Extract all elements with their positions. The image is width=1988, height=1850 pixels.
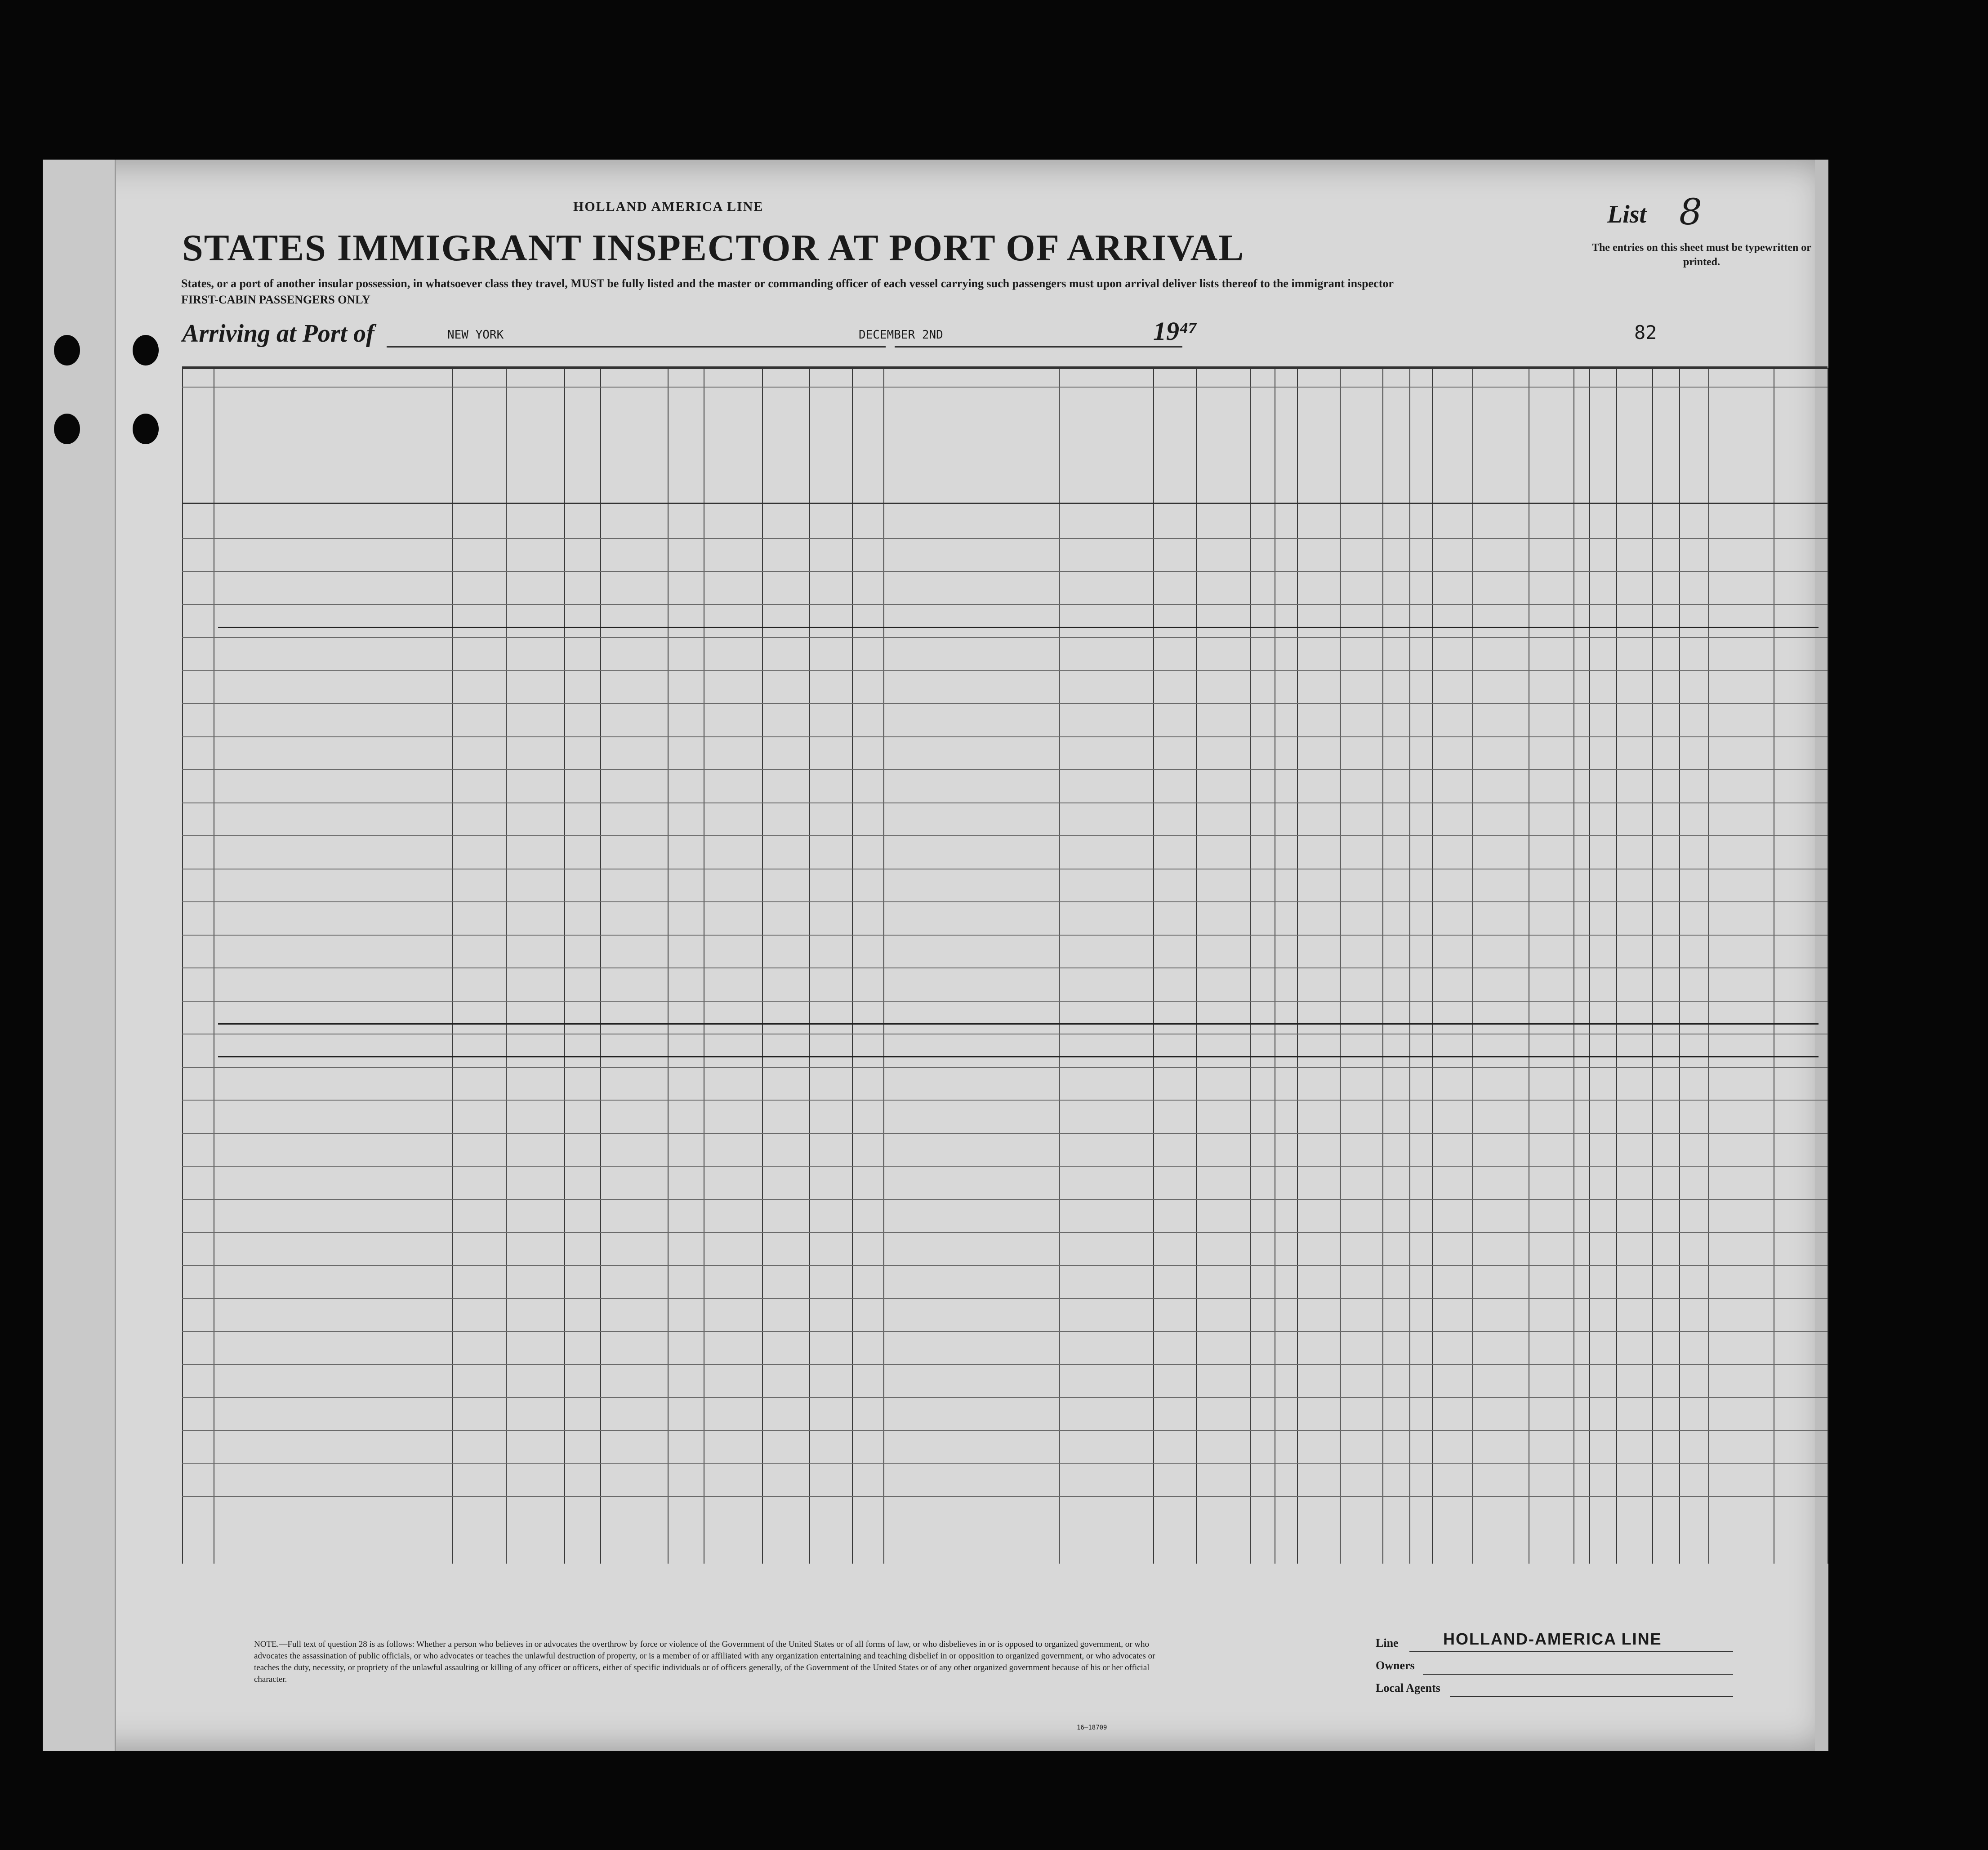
column-rule bbox=[668, 368, 669, 1564]
agents-label: Local Agents bbox=[1376, 1681, 1440, 1694]
date-value: DECEMBER 2ND bbox=[859, 328, 943, 342]
arriving-label: Arriving at Port of bbox=[182, 320, 374, 348]
column-rule bbox=[1409, 368, 1410, 1564]
column-rule bbox=[1250, 368, 1251, 1564]
row-rule bbox=[182, 1265, 1828, 1266]
punch-hole bbox=[54, 414, 80, 444]
row-rule bbox=[182, 1331, 1828, 1332]
row-rule bbox=[182, 1298, 1828, 1299]
row-rule bbox=[182, 1463, 1828, 1464]
column-rule bbox=[852, 368, 853, 1564]
column-rule bbox=[1573, 368, 1574, 1564]
column-rule bbox=[1153, 368, 1154, 1564]
column-rule bbox=[1679, 368, 1680, 1564]
footnote: NOTE.—Full text of question 28 is as follows: Whether a person who believes in or advocates the overthrow by force or violence of the Government of the United States or of all forms of law, or who disbelieves in or is opposed to organized government, or who advocates the assassination of public officials, or who advocates or teaches the unlawful destruction of property, or is a member of or affiliated with any organization entertaining and teaching disbelief in or opposition to organized government, or who advocates or teaches the duty, necessity, or propriety of the unlawful assaulting or killing of any officer or officers, either of specific individuals or of officers generally, of the Government of the United States or of any other organized government because of his or her official character. bbox=[254, 1640, 1155, 1684]
row-rule bbox=[182, 802, 1828, 803]
list-label: List bbox=[1607, 201, 1647, 228]
strike-line bbox=[218, 627, 1819, 628]
row-rule bbox=[182, 1364, 1828, 1365]
row-rule bbox=[182, 1496, 1828, 1497]
port-underline bbox=[387, 346, 886, 348]
port-value: NEW YORK bbox=[447, 328, 504, 342]
strike-line bbox=[218, 1023, 1819, 1025]
manifest-table bbox=[182, 366, 1828, 1564]
row-rule bbox=[182, 670, 1828, 671]
row-rule bbox=[182, 1199, 1828, 1200]
row-rule bbox=[182, 1001, 1828, 1002]
manifest-sheet bbox=[43, 160, 1828, 1751]
page-title: STATES IMMIGRANT INSPECTOR AT PORT OF ARRIVAL bbox=[182, 227, 1245, 269]
binding-strip bbox=[43, 160, 116, 1751]
list-number: 8 bbox=[1679, 191, 1702, 233]
column-rule bbox=[1432, 368, 1433, 1564]
column-rule bbox=[1652, 368, 1653, 1564]
row-rule bbox=[182, 1397, 1828, 1398]
year-value: 19⁴⁷ bbox=[1153, 317, 1198, 346]
row-rule bbox=[182, 604, 1828, 605]
column-rule bbox=[809, 368, 810, 1564]
header-rule bbox=[182, 503, 1828, 504]
page-subtitle: States, or a port of another insular possession, in whatsoever class they travel, MUST be fully listed and the master or commanding officer of each vessel carrying such passengers must upon arrival deliver lists thereof to the immigrant inspector FIRST-CABIN PASSENGERS ONLY bbox=[181, 277, 1394, 306]
column-rule bbox=[883, 368, 884, 1564]
header-rule bbox=[182, 368, 1828, 369]
row-rule bbox=[182, 1232, 1828, 1233]
column-rule bbox=[1382, 368, 1383, 1564]
stamp-number: 82 bbox=[1634, 321, 1657, 343]
punch-hole bbox=[133, 335, 159, 366]
date-underline bbox=[895, 346, 1182, 348]
row-rule bbox=[182, 703, 1828, 704]
form-code: 16—18709 bbox=[1077, 1724, 1107, 1731]
column-rule bbox=[600, 368, 601, 1564]
punch-hole bbox=[54, 335, 80, 366]
row-rule bbox=[182, 1133, 1828, 1134]
strike-line bbox=[218, 1056, 1819, 1057]
row-rule bbox=[182, 571, 1828, 572]
column-rule bbox=[1196, 368, 1197, 1564]
column-rule bbox=[1059, 368, 1060, 1564]
row-rule bbox=[182, 736, 1828, 737]
row-rule bbox=[182, 769, 1828, 770]
row-rule bbox=[182, 538, 1828, 539]
column-rule bbox=[1340, 368, 1341, 1564]
row-rule bbox=[182, 1100, 1828, 1101]
row-rule bbox=[182, 1067, 1828, 1068]
row-rule bbox=[182, 901, 1828, 902]
line-name: HOLLAND AMERICA LINE bbox=[573, 199, 764, 214]
row-rule bbox=[182, 1430, 1828, 1431]
row-rule bbox=[182, 835, 1828, 836]
agents-signature-line bbox=[1450, 1696, 1733, 1697]
line-value: HOLLAND-AMERICA LINE bbox=[1443, 1630, 1662, 1648]
row-rule bbox=[182, 1166, 1828, 1167]
column-rule bbox=[452, 368, 453, 1564]
column-rule bbox=[564, 368, 565, 1564]
line-label: Line bbox=[1376, 1636, 1399, 1649]
row-rule bbox=[182, 637, 1828, 638]
typewritten-note: The entries on this sheet must be typewritten or printed. bbox=[1592, 242, 1811, 268]
owners-signature-line bbox=[1423, 1674, 1733, 1675]
column-rule bbox=[182, 368, 183, 1564]
line-signature-line bbox=[1409, 1651, 1733, 1652]
owners-label: Owners bbox=[1376, 1659, 1415, 1672]
column-rule bbox=[762, 368, 763, 1564]
punch-hole bbox=[133, 414, 159, 444]
column-rule bbox=[1708, 368, 1709, 1564]
row-rule bbox=[182, 935, 1828, 936]
column-rule bbox=[1589, 368, 1590, 1564]
column-rule bbox=[1297, 368, 1298, 1564]
column-rule bbox=[506, 368, 507, 1564]
row-rule bbox=[182, 967, 1828, 968]
header-rule bbox=[182, 387, 1828, 388]
column-rule bbox=[1472, 368, 1473, 1564]
column-rule bbox=[1616, 368, 1617, 1564]
